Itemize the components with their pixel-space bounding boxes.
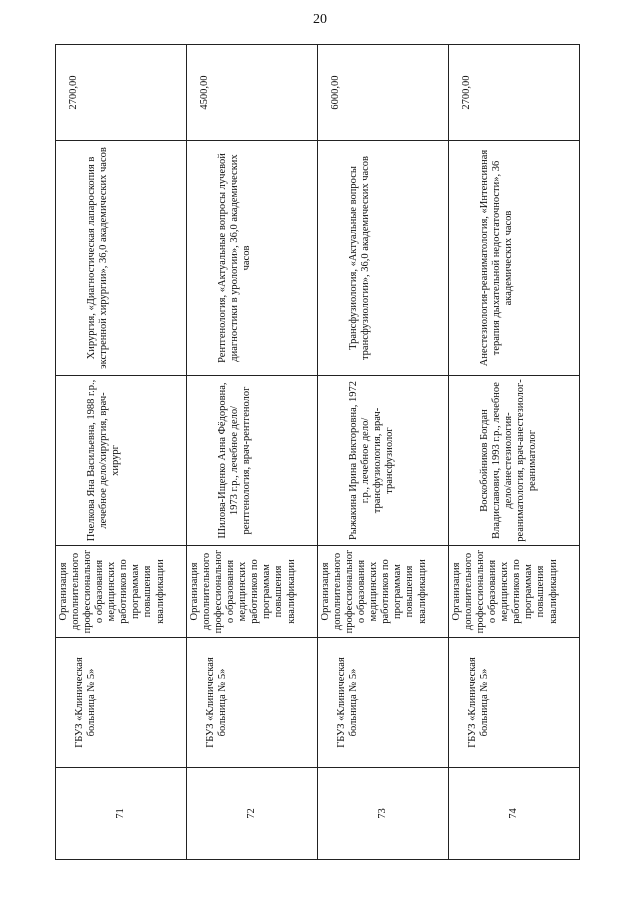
training-table: [55, 44, 580, 860]
price-cell: 2700,00: [449, 45, 580, 141]
organization-cell: ГБУЗ «Клиническая больница № 5»: [449, 638, 580, 768]
page-number: 20: [313, 12, 327, 27]
table-row: [318, 45, 449, 860]
organization-cell: ГБУЗ «Клиническая больница № 5»: [318, 638, 449, 768]
program-type-cell: Организация дополнительного профессионального образования медицинских работников по программам повышения квалификации: [187, 546, 318, 638]
course-cell: Рентгенология, «Актуальные вопросы лучевой диагностики в урологии», 36,0 академических часов: [187, 141, 318, 376]
program-type-cell: Организация дополнительного профессионального образования медицинских работников по программам повышения квалификации: [56, 546, 187, 638]
participant-cell: Рыжакина Ирина Викторовна, 1972 г.р., лечебное дело/трансфузиология, врач-трансфузиолог: [318, 376, 449, 546]
table-row: [449, 45, 580, 860]
table-row: [56, 45, 187, 860]
row-number: 72: [187, 768, 318, 860]
participant-cell: Воскобойников Богдан Владиславович, 1993 г.р., лечебное дело/анестезиология-реаниматология, врач-анестезиолог-реаниматолог: [449, 376, 580, 546]
price-cell: 4500,00: [187, 45, 318, 141]
row-number: 73: [318, 768, 449, 860]
course-cell: Трансфузиология, «Актуальные вопросы трансфузиологии», 36,0 академических часов: [318, 141, 449, 376]
program-type-cell: Организация дополнительного профессионального образования медицинских работников по программам повышения квалификации: [318, 546, 449, 638]
table-row: [187, 45, 318, 860]
rotated-table-container: [55, 45, 580, 860]
program-type-cell: Организация дополнительного профессионального образования медицинских работников по программам повышения квалификации: [449, 546, 580, 638]
organization-cell: ГБУЗ «Клиническая больница № 5»: [187, 638, 318, 768]
course-cell: Анестезиология-реаниматология, «Интенсивная терапия дыхательной недостаточности», 36 академических часов: [449, 141, 580, 376]
row-number: 74: [449, 768, 580, 860]
price-cell: 6000,00: [318, 45, 449, 141]
participant-cell: Шилова-Ищенко Анна Фёдоровна, 1973 г.р., лечебное дело/рентгенология, врач-рентгенолог: [187, 376, 318, 546]
organization-cell: ГБУЗ «Клиническая больница № 5»: [56, 638, 187, 768]
row-number: 71: [56, 768, 187, 860]
course-cell: Хирургия, «Диагностическая лапароскопия в экстренной хирургии», 36,0 академических часов: [56, 141, 187, 376]
price-cell: 2700,00: [56, 45, 187, 141]
participant-cell: Пчелкова Яна Васильевна, 1988 г.р., лечебное дело/хирургия, врач-хирург: [56, 376, 187, 546]
